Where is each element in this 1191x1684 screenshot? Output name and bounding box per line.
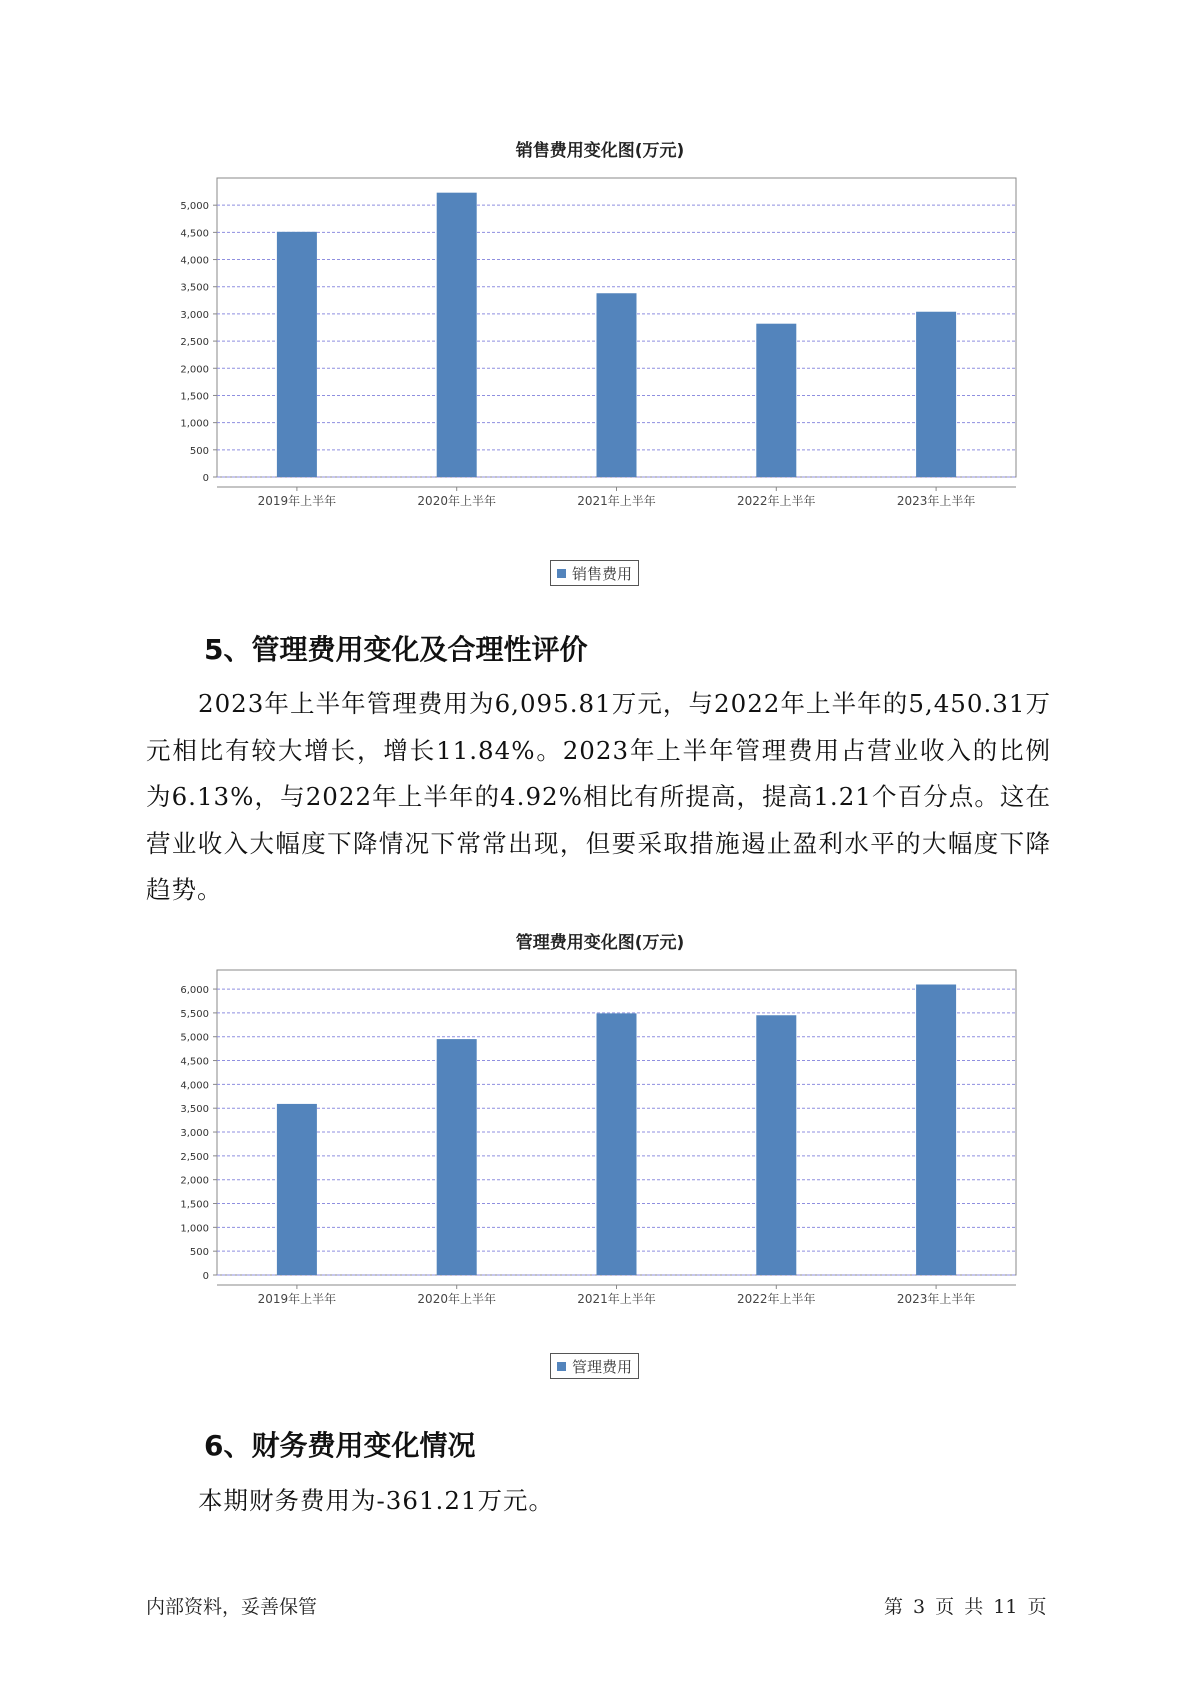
section-heading: 5、管理费用变化及合理性评价	[204, 633, 588, 666]
bar	[756, 1015, 796, 1275]
bar	[597, 1013, 637, 1275]
y-tick-label: 3,500	[180, 282, 209, 294]
y-tick-label: 2,500	[180, 337, 209, 349]
section-heading: 6、财务费用变化情况	[204, 1429, 476, 1462]
y-tick-label: 4,500	[180, 228, 209, 240]
admin-expense-bar-chart	[160, 958, 1040, 1350]
y-tick-label: 6,000	[180, 985, 209, 997]
y-tick-label: 3,000	[180, 1128, 209, 1140]
y-tick-label: 1,000	[180, 418, 209, 430]
x-tick-label: 2020年上半年	[417, 494, 496, 508]
chart-legend	[550, 560, 639, 586]
bar	[277, 1104, 317, 1275]
x-tick-label: 2022年上半年	[737, 1292, 816, 1306]
legend-swatch	[557, 569, 566, 578]
bar	[756, 324, 796, 477]
y-tick-label: 2,500	[180, 1151, 209, 1163]
y-tick-label: 3,500	[180, 1104, 209, 1116]
chart-title: 管理费用变化图(万元)	[515, 933, 685, 953]
x-tick-label: 2020年上半年	[417, 1292, 496, 1306]
bar	[437, 1039, 477, 1275]
chart-legend	[550, 1353, 639, 1379]
x-tick-label: 2019年上半年	[257, 1292, 337, 1306]
footer-note: 内部资料，妥善保管	[146, 1596, 318, 1618]
legend-label: 管理费用	[572, 1357, 633, 1376]
admin-expense-chart	[160, 928, 1040, 1390]
x-tick-label: 2023年上半年	[896, 494, 976, 508]
bar	[277, 232, 317, 477]
y-tick-label: 2,000	[180, 1175, 209, 1187]
y-tick-label: 0	[202, 473, 209, 484]
chart-title: 销售费用变化图(万元)	[515, 141, 685, 161]
y-tick-label: 1,500	[180, 391, 209, 403]
y-tick-label: 500	[189, 1247, 209, 1259]
y-tick-label: 5,000	[180, 201, 209, 213]
page-number: 第 3 页 共 11 页	[884, 1596, 1047, 1618]
y-tick-label: 1,500	[180, 1199, 209, 1211]
y-tick-label: 4,500	[180, 1056, 209, 1068]
y-tick-label: 500	[189, 445, 209, 457]
y-tick-label: 0	[202, 1271, 209, 1282]
legend-label: 销售费用	[572, 564, 633, 583]
x-tick-label: 2021年上半年	[577, 1292, 656, 1306]
sales-expense-chart	[160, 136, 1040, 596]
bar	[597, 293, 637, 477]
bar	[916, 312, 956, 477]
bar	[916, 984, 956, 1275]
y-tick-label: 5,000	[180, 1032, 209, 1044]
x-tick-label: 2022年上半年	[737, 494, 816, 508]
x-tick-label: 2019年上半年	[257, 494, 337, 508]
bar	[437, 193, 477, 477]
y-tick-label: 3,000	[180, 309, 209, 321]
y-tick-label: 5,500	[180, 1008, 209, 1020]
y-tick-label: 4,000	[180, 255, 209, 267]
section-paragraph: 2023年上半年管理费用为6,095.81万元，与2022年上半年的5,450.31万元相比有较大增长，增长11.84%。2023年上半年管理费用占营业收入的比例为6.13%，与2022年上半年的4.92%相比有所提高，提高1.21个百分点。这在营业收入大幅度下降情况下常常出现，但要采取措施遏止盈利水平的大幅度下降趋势。	[146, 689, 1051, 904]
sales-expense-bar-chart	[160, 166, 1040, 556]
legend-swatch	[557, 1362, 566, 1371]
y-tick-label: 1,000	[180, 1223, 209, 1235]
y-tick-label: 4,000	[180, 1080, 209, 1092]
section-paragraph: 本期财务费用为-361.21万元。	[198, 1486, 555, 1515]
y-tick-label: 2,000	[180, 364, 209, 376]
x-tick-label: 2023年上半年	[896, 1292, 976, 1306]
x-tick-label: 2021年上半年	[577, 494, 656, 508]
